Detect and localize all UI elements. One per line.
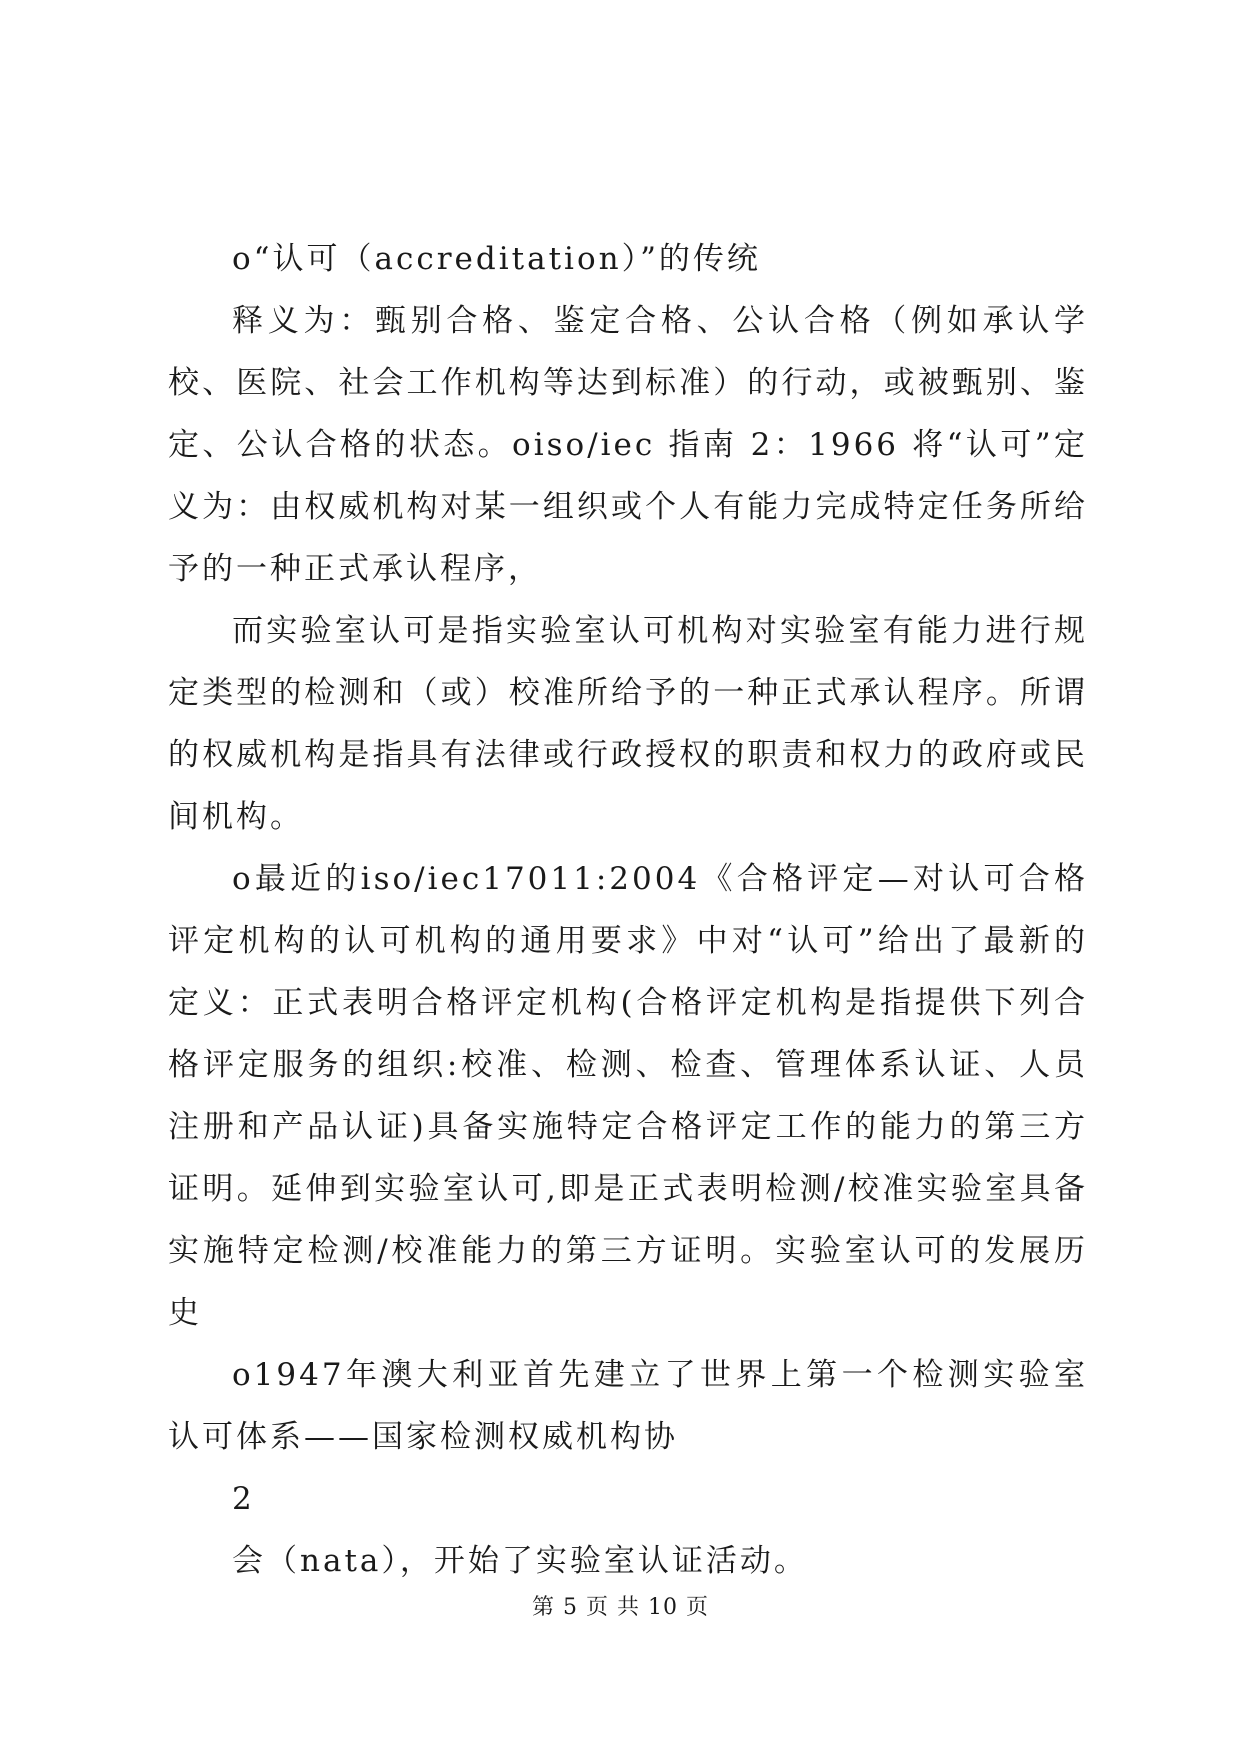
paragraph-fragment-number: 2 (232, 1481, 255, 1517)
paragraph-iso-17011: o最近的iso/iec17011:2004《合格评定—对认可合格评定机构的认可机构的通用要求》中对“认可”给出了最新的定义：正式表明合格评定机构(合格评定机构是指提供下列合格评定服务的组织:校准、检测、检查、管理体系认证、人员注册和产品认证)具备实施特定合格评定工作的能力的第三方证明。延伸到实验室认可,即是正式表明检测/校准实验室具备实施特定检测/校准能力的第三方证明。实验室认可的发展历史 (168, 861, 1088, 1331)
document-body (168, 228, 1088, 1592)
paragraph-intro: o“认可（accreditation）”的传统 (232, 241, 761, 277)
paragraph-lab-accreditation: 而实验室认可是指实验室认可机构对实验室有能力进行规定类型的检测和（或）校准所给予的一种正式承认程序。所谓的权威机构是指具有法律或行政授权的职责和权力的政府或民间机构。 (168, 613, 1088, 835)
page-footer: 第 5 页 共 10 页 (532, 1595, 709, 1620)
paragraph-definition: 释义为：甄别合格、鉴定合格、公认合格（例如承认学校、医院、社会工作机构等达到标准）的行动，或被甄别、鉴定、公认合格的状态。oiso/iec 指南 2：1966 将“认可”定义为：由权威机构对某一组织或个人有能力完成特定任务所给予的一种正式承认程序， (168, 303, 1088, 587)
paragraph-nata: 会（nata），开始了实验室认证活动。 (232, 1543, 808, 1579)
paragraph-history-1947: o1947年澳大利亚首先建立了世界上第一个检测实验室认可体系——国家检测权威机构协 (168, 1357, 1088, 1455)
